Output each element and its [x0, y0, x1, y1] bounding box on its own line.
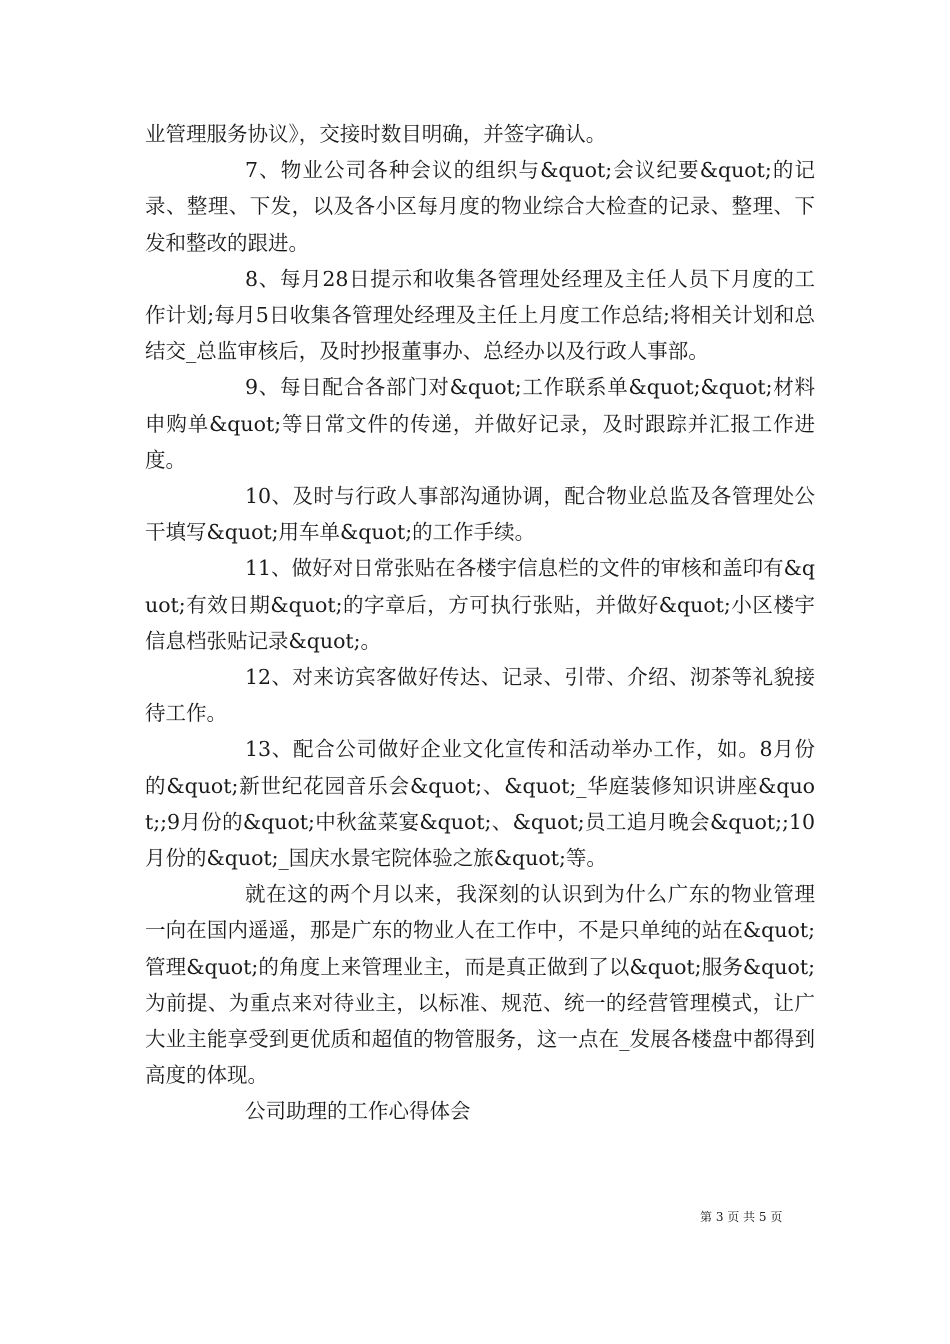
paragraph-item-13: 13、配合公司做好企业文化宣传和活动举办工作，如。8月份的&quot;新世纪花园音乐会&quot;、&quot;_华庭装修知识讲座&quot;;9月份的&quot;中秋盆菜宴&quot;、&quot;员工追月晚会&quot;;10月份的&quot;_国庆水景宅院体验之旅&quot;等。	[145, 737, 815, 871]
paragraph-item-8: 8、每月28日提示和收集各管理处经理及主任人员下月度的工作计划;每月5日收集各管理处经理及主任上月度工作总结;将相关计划和总结交_总监审核后，及时抄报董事办、总经办以及行政人事部。	[145, 266, 815, 364]
paragraph-summary: 就在这的两个月以来，我深刻的认识到为什么广东的物业管理一向在国内遥遥，那是广东的物业人在工作中，不是只单纯的站在&quot;管理&quot;的角度上来管理业主，而是真正做到了以&quot;服务&quot;为前提、为重点来对待业主，以标准、规范、统一的经营管理模式，让广大业主能享受到更优质和超值的物管服务，这一点在_发展各楼盘中都得到高度的体现。	[145, 882, 815, 1088]
paragraph-item-12: 12、对来访宾客做好传达、记录、引带、介绍、沏茶等礼貌接待工作。	[145, 665, 815, 726]
paragraph-item-7: 7、物业公司各种会议的组织与&quot;会议纪要&quot;的记录、整理、下发，以及各小区每月度的物业综合大检查的记录、整理、下发和整改的跟进。	[145, 158, 815, 255]
section-heading: 公司助理的工作心得体会	[245, 1099, 471, 1124]
paragraph-item-9: 9、每日配合各部门对&quot;工作联系单&quot;&quot;材料申购单&quot;等日常文件的传递，并做好记录，及时跟踪并汇报工作进度。	[145, 375, 815, 472]
paragraph-item-10: 10、及时与行政人事部沟通协调，配合物业总监及各管理处公干填写&quot;用车单&quot;的工作手续。	[145, 484, 815, 545]
paragraph-continuation: 业管理服务协议》，交接时数目明确，并签字确认。	[145, 122, 607, 146]
page-number-footer: 第 3 页 共 5 页	[700, 1210, 783, 1224]
document-body	[145, 116, 815, 1130]
paragraph-item-11: 11、做好对日常张贴在各楼宇信息栏的文件的审核和盖印有&quot;有效日期&quot;的字章后，方可执行张贴，并做好&quot;小区楼宇信息档张贴记录&quot;。	[145, 556, 815, 653]
